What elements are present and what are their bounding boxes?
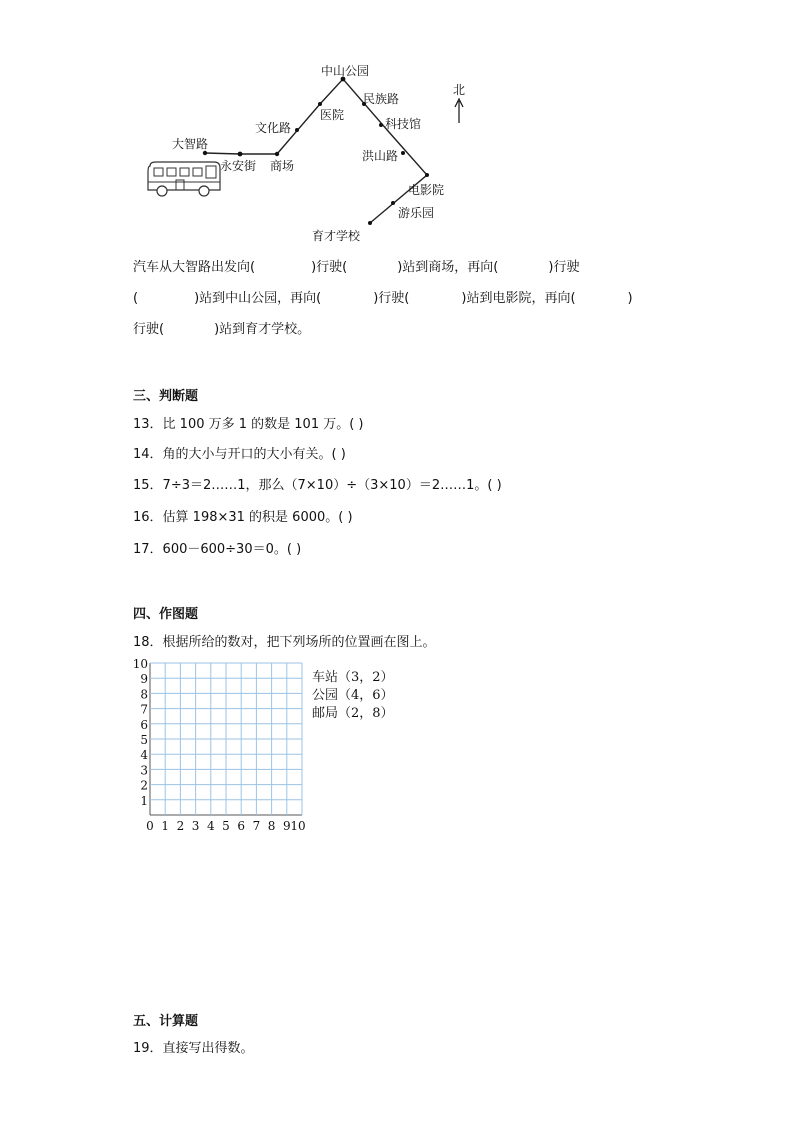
judge-item-14: 14．角的大小与开口的大小有关。( ) bbox=[133, 447, 346, 462]
section-5-title: 五、计算题 bbox=[133, 1014, 199, 1029]
place-yonganjie: 永安街 bbox=[220, 159, 257, 173]
place-shangchang: 商场 bbox=[270, 159, 295, 173]
north-arrow-icon bbox=[455, 99, 463, 123]
section-3-title: 三、判断题 bbox=[133, 389, 199, 404]
judge-item-17: 17．600－600÷30＝0。( ) bbox=[133, 542, 302, 557]
x-tick-label: 7 bbox=[252, 819, 261, 833]
question-line-3: 行驶( )站到育才学校。 bbox=[133, 322, 311, 337]
question-19: 19．直接写出得数。 bbox=[133, 1041, 254, 1056]
question-line-1: 汽车从大智路出发向( )行驶( )站到商场，再向( )行驶 bbox=[133, 260, 580, 275]
place-youleyuan: 游乐园 bbox=[398, 206, 435, 220]
y-tick-label: 5 bbox=[140, 733, 148, 747]
judge-item-16: 16．估算 198×31 的积是 6000。( ) bbox=[133, 510, 353, 525]
place-wenhualu: 文化路 bbox=[255, 121, 292, 135]
place-dianyingyuan: 电影院 bbox=[408, 183, 445, 197]
y-tick-label: 6 bbox=[140, 717, 148, 732]
x-tick-label: 10 bbox=[290, 819, 306, 833]
y-tick-label: 4 bbox=[140, 748, 148, 763]
legend-post-office: 邮局（2，8） bbox=[312, 706, 394, 721]
grid-svg bbox=[130, 655, 310, 837]
y-tick-label: 8 bbox=[140, 687, 148, 702]
place-yiyuan: 医院 bbox=[320, 108, 345, 122]
place-zhongshan: 中山公园 bbox=[321, 64, 370, 78]
question-line-2: ( )站到中山公园，再向( )行驶( )站到电影院，再向( ) bbox=[133, 291, 633, 306]
x-tick-label: 8 bbox=[267, 819, 276, 833]
place-kejiguan: 科技馆 bbox=[385, 117, 422, 131]
route-map bbox=[140, 55, 480, 250]
north-label: 北 bbox=[453, 83, 466, 97]
y-tick-label: 10 bbox=[132, 657, 148, 671]
legend-park: 公园（4，6） bbox=[312, 688, 394, 703]
x-tick-label: 6 bbox=[237, 819, 246, 833]
coordinate-grid bbox=[130, 655, 310, 841]
question-18: 18．根据所给的数对，把下列场所的位置画在图上。 bbox=[133, 635, 436, 650]
section-4-title: 四、作图题 bbox=[133, 607, 199, 622]
judge-item-15: 15．7÷3＝2……1，那么（7×10）÷（3×10）＝2……1。( ) bbox=[133, 478, 502, 493]
place-yucai: 育才学校 bbox=[312, 229, 361, 243]
x-tick-label: 9 bbox=[282, 819, 291, 833]
x-tick-label: 3 bbox=[191, 819, 200, 833]
x-tick-label: 2 bbox=[176, 819, 185, 833]
y-tick-label: 3 bbox=[140, 763, 148, 778]
place-hongshanlu: 洪山路 bbox=[362, 149, 399, 163]
y-tick-label: 9 bbox=[140, 672, 148, 687]
x-tick-label: 5 bbox=[222, 819, 230, 833]
x-tick-label: 4 bbox=[206, 819, 215, 833]
x-tick-label: 1 bbox=[161, 819, 170, 833]
place-dazhilu: 大智路 bbox=[172, 137, 209, 151]
x-tick-label: 0 bbox=[146, 819, 154, 833]
place-minzulu: 民族路 bbox=[363, 92, 400, 106]
legend-station: 车站（3，2） bbox=[312, 670, 394, 685]
y-tick-label: 7 bbox=[140, 702, 148, 717]
y-tick-label: 1 bbox=[140, 793, 148, 808]
bus-icon bbox=[148, 162, 220, 196]
y-tick-label: 2 bbox=[140, 778, 148, 793]
judge-item-13: 13．比 100 万多 1 的数是 101 万。( ) bbox=[133, 417, 364, 432]
